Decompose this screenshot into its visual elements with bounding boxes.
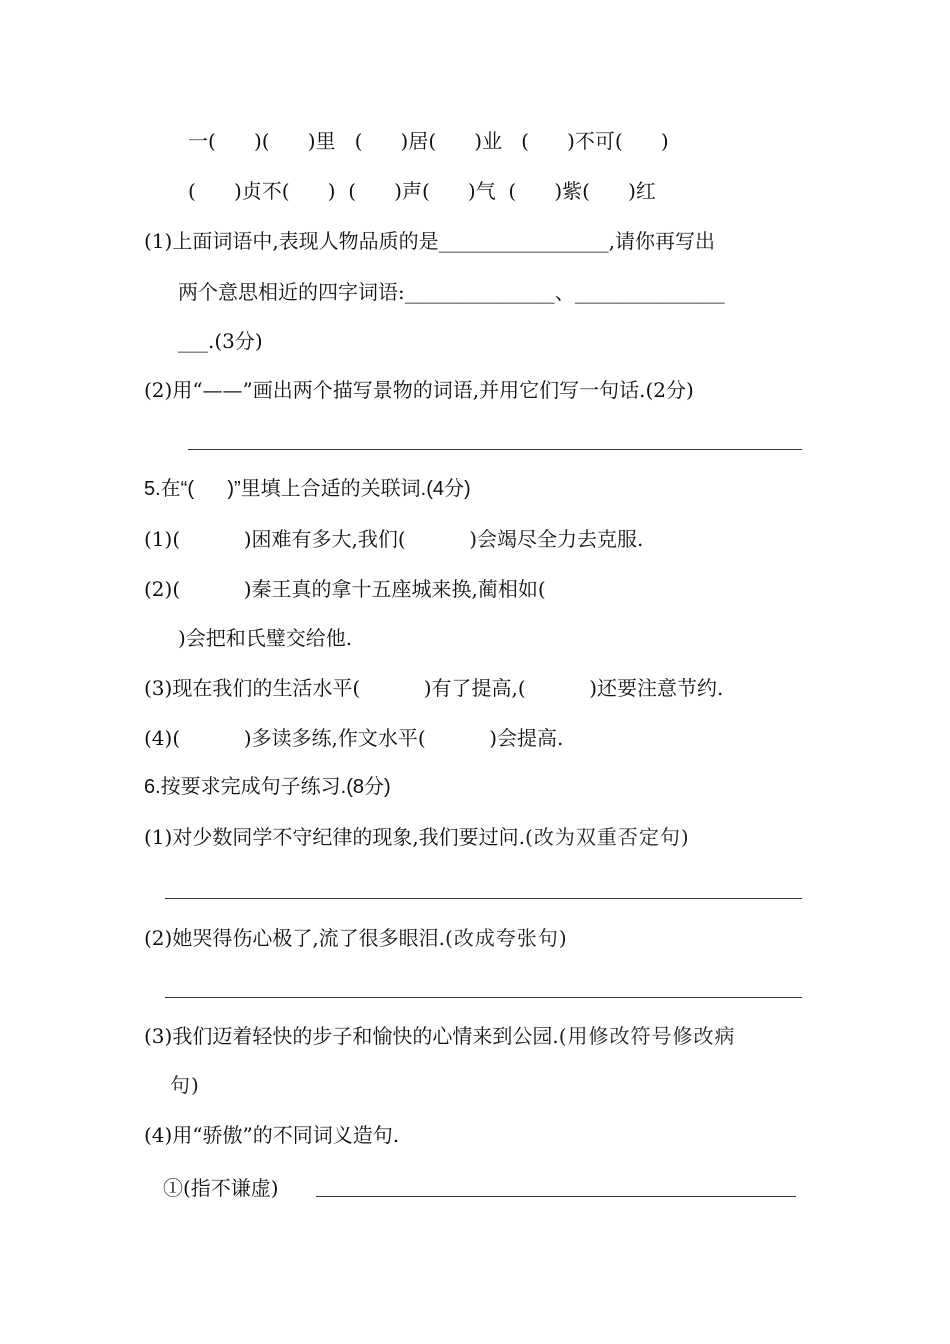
question-6-3 [144, 1022, 736, 1050]
question-5-1: (1)( )困难有多大,我们( )会竭尽全力去克服. [144, 527, 644, 551]
question-6-4: (4)用“骄傲”的不同词义造句. [144, 1123, 400, 1147]
question-6-4-1: ①(指不谦虚) [163, 1176, 279, 1200]
question-4-1-line-b: 两个意思相近的四字词语:_______________、_______________ [178, 280, 725, 304]
idioms-row-1: 一( )( )里 ( )居( )业 ( )不可( ) [188, 129, 669, 153]
question-5-2-line-b: )会把和氏璧交给他. [178, 626, 353, 650]
answer-line[interactable] [188, 449, 802, 450]
instruction: (改为双重否定句) [525, 825, 690, 849]
question-5-2-line-a: (2)( )秦王真的拿十五座城来换,蔺相如( [144, 577, 546, 601]
answer-line[interactable] [316, 1196, 796, 1197]
question-text: (2)她哭得伤心极了,流了很多眼泪. [144, 926, 446, 950]
question-6-1 [144, 823, 690, 851]
idioms-row-2: ( )贞不( ) ( )声( )气 ( )紫( )红 [188, 179, 656, 203]
answer-line[interactable] [165, 898, 802, 899]
question-6-3-continued: 句) [170, 1073, 200, 1097]
question-6-2 [144, 924, 568, 952]
question-5-4: (4)( )多读多练,作文水平( )会提高. [144, 726, 564, 750]
question-5-title: 5.在“( )”里填上合适的关联词.(4分) [144, 478, 471, 500]
answer-line[interactable] [165, 997, 802, 998]
question-text: (1)对少数同学不守纪律的现象,我们要过问. [144, 825, 526, 849]
question-5-3: (3)现在我们的生活水平( )有了提高,( )还要注意节约. [144, 676, 724, 700]
instruction: (用修改符号修改病 [558, 1024, 736, 1048]
question-4-1-line-c: ___.(3分) [178, 329, 263, 353]
question-6-title: 6.按要求完成句子练习.(8分) [144, 776, 391, 798]
question-4-1-line-a: (1)上面词语中,表现人物品质的是_________________,请你再写出 [144, 229, 716, 253]
question-4-2: (2)用“——”画出两个描写景物的词语,并用它们写一句话.(2分) [144, 378, 694, 402]
instruction: (改成夸张句) [445, 926, 568, 950]
question-text: (3)我们迈着轻快的步子和愉快的心情来到公园. [144, 1024, 559, 1048]
